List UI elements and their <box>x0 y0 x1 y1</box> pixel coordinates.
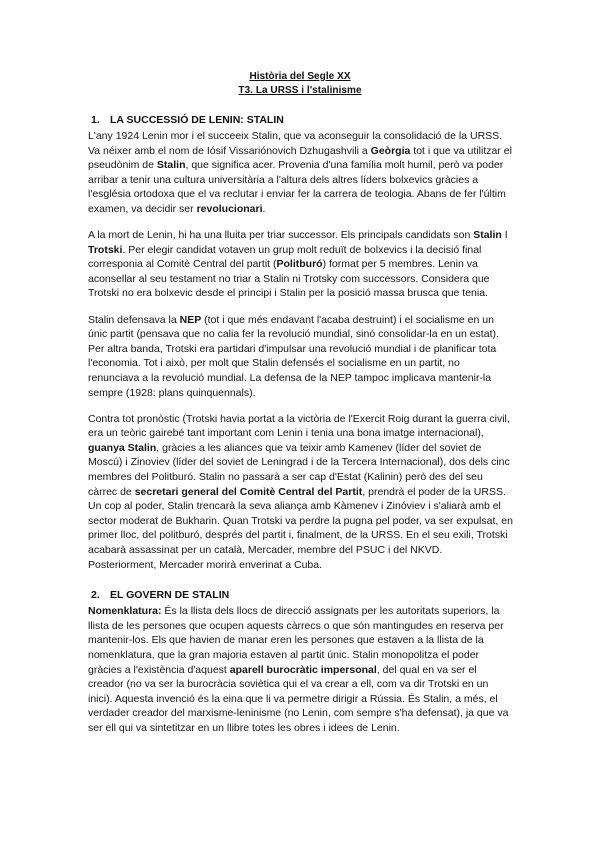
text-run: Stalin defensava la <box>88 313 180 326</box>
bold-text: Geòrgia <box>370 144 411 157</box>
document-body <box>88 113 513 735</box>
section-title: EL GOVERN DE STALIN <box>110 589 230 602</box>
text-run: . <box>262 202 266 215</box>
bold-text: revolucionari <box>196 202 263 215</box>
text-run: . Per elegir candidat votaven un grup molt reduït de bolxevics i la decisió final corresponia al Comitè Central del partit ( <box>88 243 482 271</box>
bold-text: NEP <box>179 313 202 326</box>
section-lenin-succession <box>88 113 513 572</box>
text-run: Contra tot pronòstic (Trotski havia portat a la victòria de l'Exercit Roig durant la guerra civil, era un teòric gairebé tant important com Lenin i tenia una bona imatge internacional), <box>88 412 510 440</box>
text-run: ) format per 5 membres. Lenin va aconsellar al seu testament no triar a Stalin ni Trotsky com successors. Considera que Trotski no era bolxevic desde el principi i Stalin per la posició massa brusca que tenia. <box>88 258 490 300</box>
section-stalin-government <box>88 588 513 735</box>
text-run: , que significa acer. Provenia d'una família molt humil, però va poder arribar a tenir una cultura universitària a l'altura dels altres líders bolxevics gràcies a l'església ortodoxa que el va reclutar i enviar fer la carrera de teologia. Abans de fer l'últim examen, va decidir ser <box>88 159 506 215</box>
document-title <box>0 70 600 98</box>
bold-text: Stalin <box>473 229 502 242</box>
paragraph <box>88 313 513 401</box>
text-run: És la llista dels llocs de direcció assignats per les autoritats superiors, la llista de les persones que ocupen aquests càrrecs o que són mantingudes en reserva per mantenir-los. Els que havien de manar eren les persones que estaven a la llista de la nomenklatura, que la gran majoria estaven al partit únic. Stalin monopolitza el poder gràcies a l'existència d'aquest <box>88 605 504 676</box>
text-run: L'any 1924 Lenin mor i el succeeix Stalin, que va aconseguir la consolidació de la URSS. Va néixer amb el nom de Iósif Vissariónovich Dzhugashvili a <box>88 130 503 157</box>
paragraph <box>88 228 513 301</box>
section-title: LA SUCCESSIÓ DE LENIN: STALIN <box>110 114 284 126</box>
bold-text: Nomenklatura: <box>88 605 162 618</box>
text-run: A la mort de Lenin, hi ha una lluita per triar successor. Els principals candidats son <box>88 229 474 242</box>
bold-text: Stalin <box>156 159 186 172</box>
bold-text: guanya Stalin <box>88 441 157 454</box>
course-title: Història del Segle XX <box>249 71 351 82</box>
bold-text: Trotski <box>88 243 123 256</box>
bold-text: secretari general del Comitè Central del Partit <box>134 485 363 498</box>
text-run: , prendrà el poder de la URSS. Un cop al poder, Stalin trencarà la seva aliança amb Kàmenev i Zinóviev i s'aliarà amb el sector moderat de Bukharin. Quan Trotski va perdre la pugna pel poder, va ser expulsat, en primer lloc, del politburó, després del partit i, finalment, de la URSS. En el seu exili, Trotski acabarà assassinat per un català, Mercader, membre del PSUC i del NKVD. Posteriorment, Mercader morirà enverinat a Cuba. <box>88 485 513 571</box>
bold-text: Politburó <box>276 258 323 271</box>
paragraph <box>88 604 513 735</box>
section-number: 2. <box>91 589 100 602</box>
paragraph <box>88 412 513 573</box>
text-run: I <box>501 229 508 242</box>
text-run: (tot i que més endavant l'acaba destruint) i el socialisme en un únic partit (pensava que no calia fer la revolució mundial, sinó consolidar-la en un estat). Per altra banda, Trotski era partidari d'impulsar una revolució mundial i de planificar tota l'economia. Tot i això, per molt que Stalin defensés el socialisme en un partit, no renunciava a la revolució mundial. La defensa de la NEP tampoc implicava mantenir-la sempre (1928: plans quinquennals). <box>88 313 499 399</box>
bold-text: aparell burocràtic impersonal <box>229 663 377 676</box>
text-run: , del qual en va ser el creador (no va ser la burocràcia soviètica qui el va crear a ell, com va dir Trotski en un inici). Aquesta invenció és la eina que li va permetre dirigir a Rússia. És Stalin, a més, el verdader creador del marxisme-leninisme (no Lenin, com sempre s'ha defensat), ja que va ser ell qui va sintetitzar en un llibre totes les obres i idees de Lenin. <box>88 663 509 734</box>
section-heading <box>88 588 513 602</box>
unit-title: T3. La URSS i l'stalinisme <box>238 85 362 96</box>
section-heading <box>88 113 513 127</box>
paragraph <box>88 129 513 217</box>
section-number: 1. <box>91 114 100 126</box>
text-run: tot i que va utilitzar el pseudònim de <box>88 144 512 172</box>
text-run: , gràcies a les aliances que va teixir amb Kamenev (líder del soviet de Moscú) i Zinoviev (líder del soviet de Leningrad i de la Tercera Internacional), dos dels cinc membres del Politburó. Stalin no passarà a ser cap d'Estat (Kalinin) però des del seu càrrec de <box>88 441 510 498</box>
